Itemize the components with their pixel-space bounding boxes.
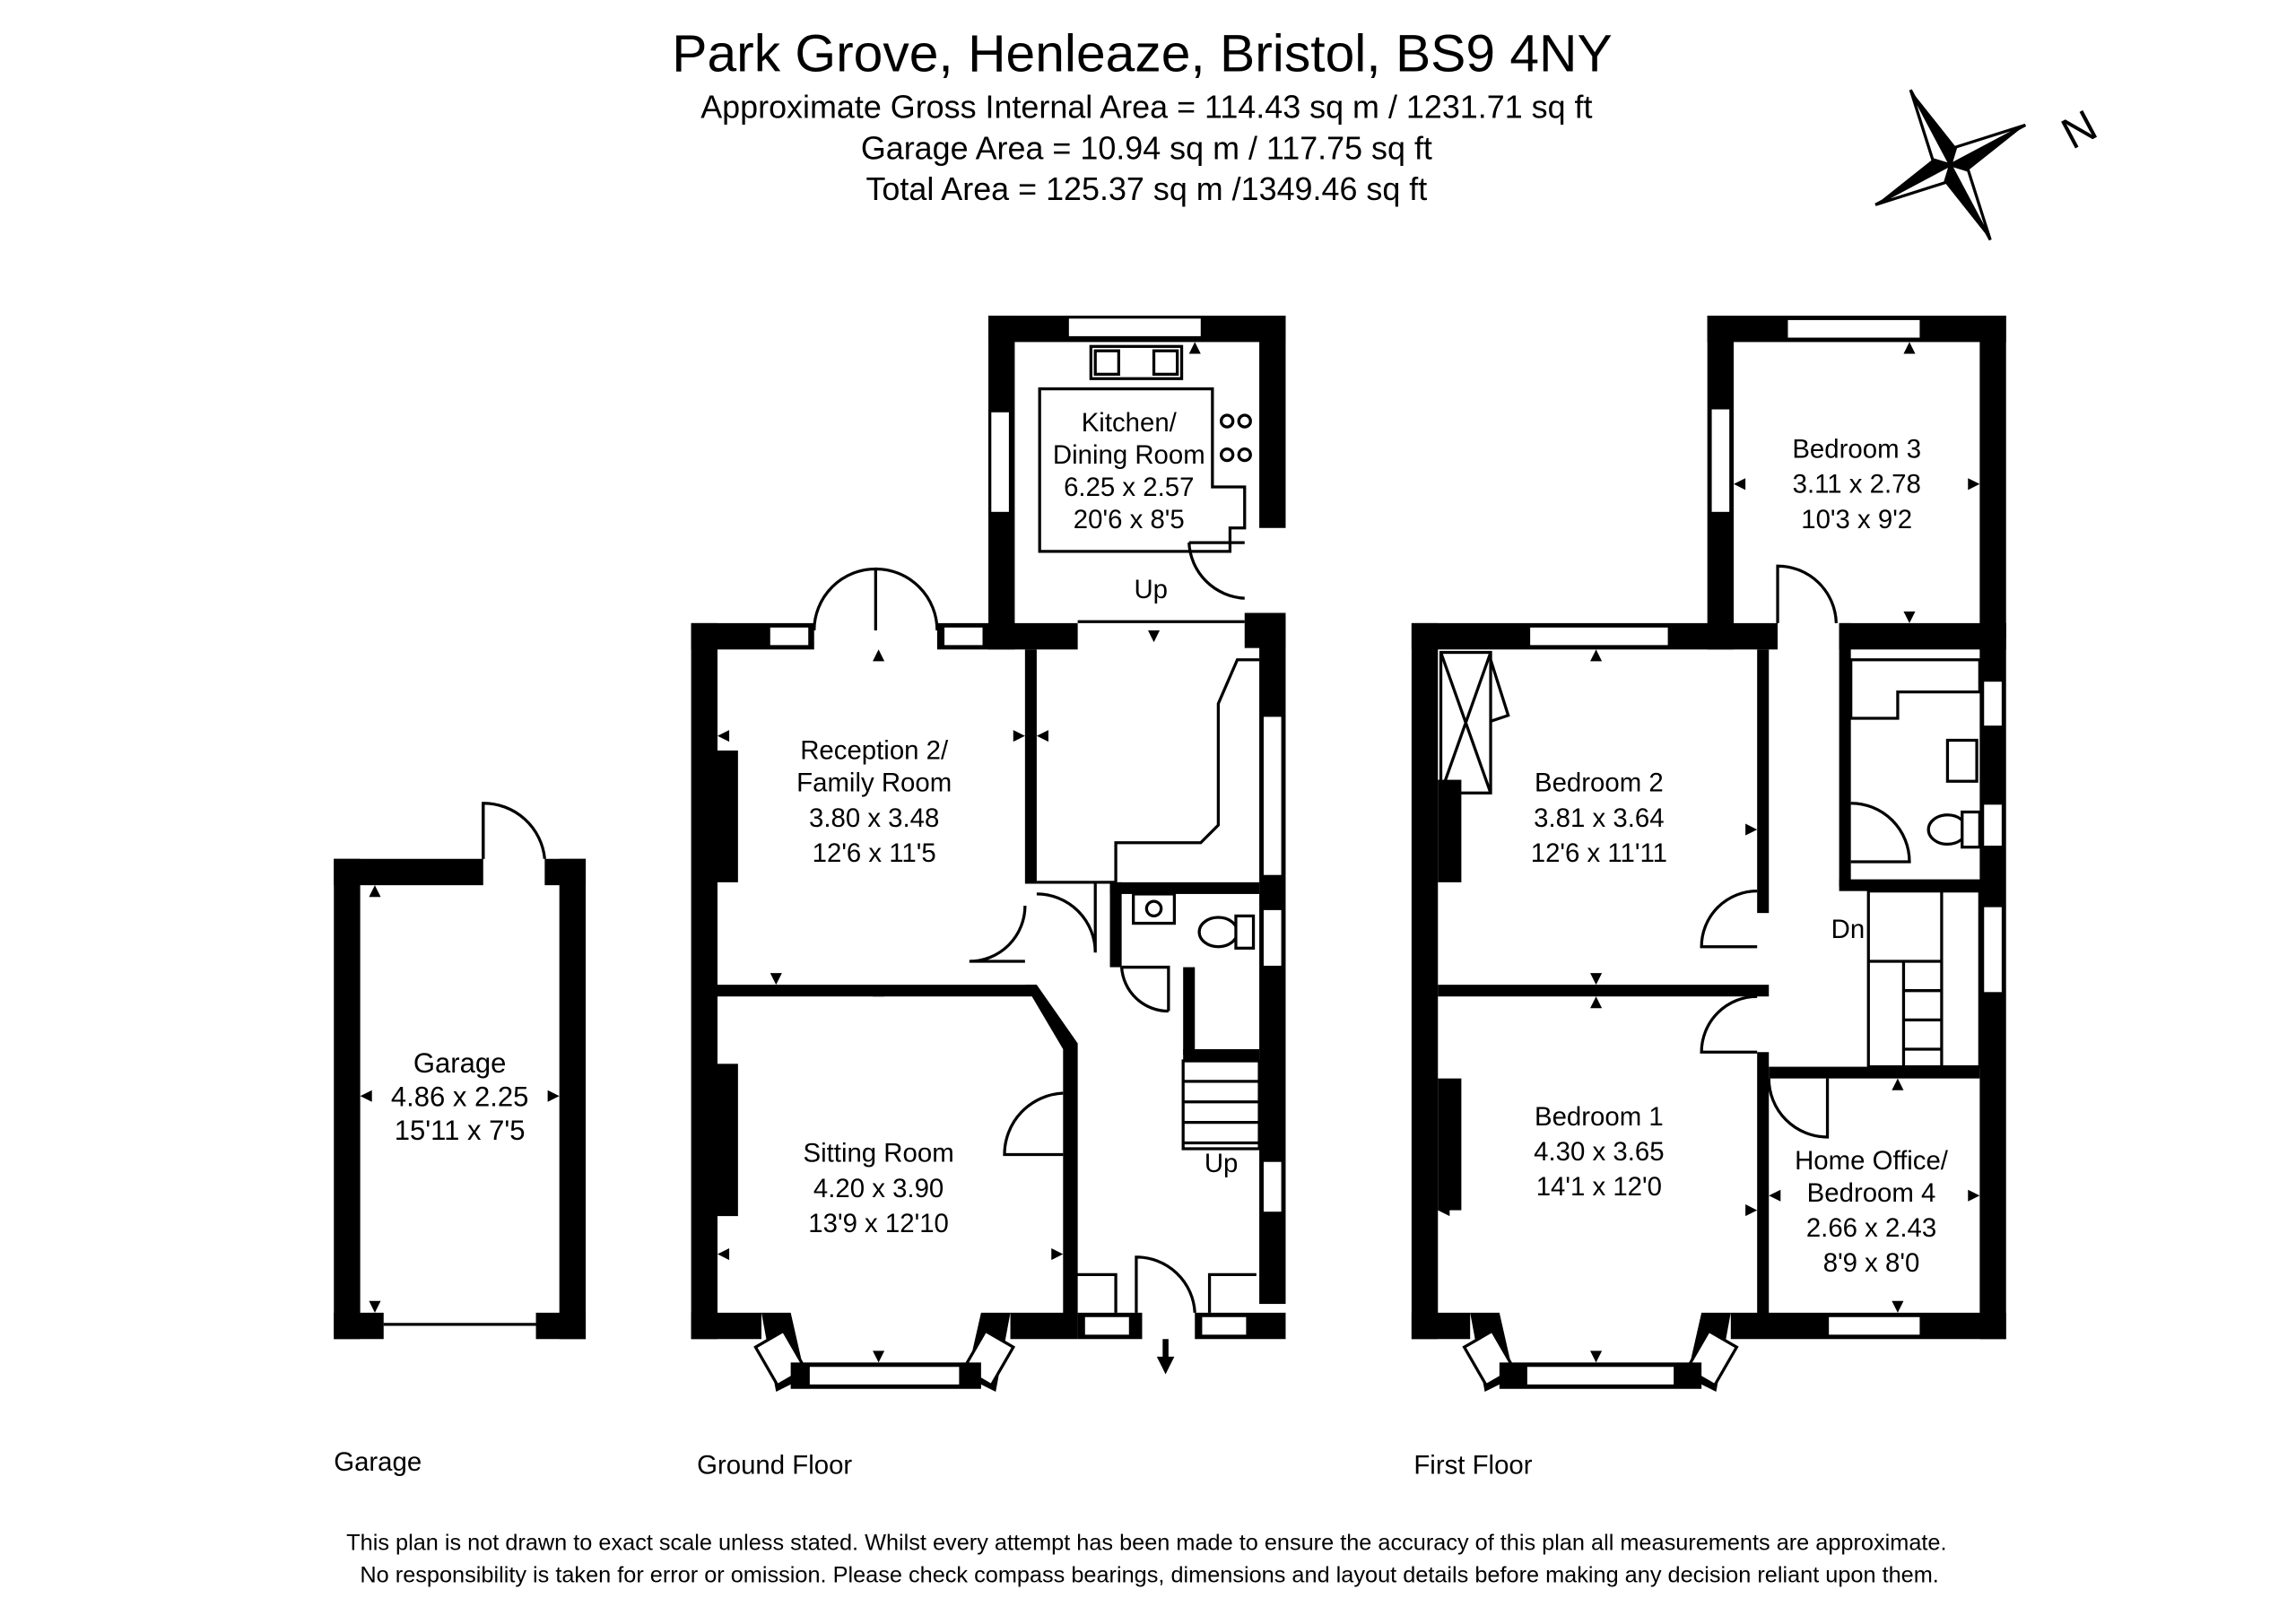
office-room-name-line2: Bedroom 4 <box>1806 1177 1936 1208</box>
reception-room-name-line2: Family Room <box>796 768 952 798</box>
total-area: Total Area = 125.37 sq m /1349.46 sq ft <box>865 170 1428 208</box>
bedroom2-room-metric: 3.81 x 3.64 <box>1534 803 1665 833</box>
compass-north-label: N <box>2054 100 2105 160</box>
reception-room-imperial: 12'6 x 11'5 <box>812 838 936 869</box>
bedroom1-room-metric: 4.30 x 3.65 <box>1534 1137 1665 1168</box>
kitchen-stairs-up-label: Up <box>1134 575 1169 605</box>
office-room-metric: 2.66 x 2.43 <box>1805 1212 1937 1243</box>
sitting-room-name: Sitting Room <box>803 1138 954 1168</box>
compass-rose-icon <box>1836 50 2066 280</box>
entrance-arrow-icon <box>1157 1339 1175 1374</box>
bedroom1-room-name: Bedroom 1 <box>1535 1101 1664 1132</box>
bedroom3-room-imperial: 10'3 x 9'2 <box>1801 504 1913 534</box>
hall-stairs-up-label: Up <box>1204 1149 1239 1179</box>
kitchen-room-metric: 6.25 x 2.57 <box>1064 472 1195 502</box>
reception-room-name-line1: Reception 2/ <box>800 735 949 766</box>
kitchen-room-name-line1: Kitchen/ <box>1081 408 1177 439</box>
bedroom3-room-name: Bedroom 3 <box>1792 434 1922 465</box>
garage-area: Garage Area = 10.94 sq m / 117.75 sq ft <box>860 129 1432 167</box>
garage-floor-label: Garage <box>334 1447 422 1478</box>
first-floor-label: First Floor <box>1413 1450 1533 1481</box>
garage-plan <box>334 803 586 1340</box>
ground-floor-plan <box>691 316 1286 1392</box>
bedroom2-room-name: Bedroom 2 <box>1535 768 1664 798</box>
kitchen-room-imperial: 20'6 x 8'5 <box>1073 504 1185 534</box>
office-room-name-line1: Home Office/ <box>1795 1145 1948 1176</box>
bedroom2-room-imperial: 12'6 x 11'11 <box>1530 838 1667 869</box>
bedroom1-room-imperial: 14'1 x 12'0 <box>1535 1172 1662 1203</box>
garage-room-imperial: 15'11 x 7'5 <box>394 1115 526 1147</box>
property-title: Park Grove, Henleaze, Bristol, BS9 4NY <box>672 24 1613 83</box>
header <box>672 24 1612 207</box>
kitchen-room-name-line2: Dining Room <box>1052 439 1205 470</box>
ground-floor-label: Ground Floor <box>697 1450 853 1481</box>
sitting-room-imperial: 13'9 x 12'10 <box>808 1209 949 1239</box>
compass <box>1836 50 2105 280</box>
garage-room-name: Garage <box>413 1047 507 1080</box>
reception-room-metric: 3.80 x 3.48 <box>809 803 940 833</box>
gross-internal-area: Approximate Gross Internal Area = 114.43 sq m / 1231.71 sq ft <box>700 88 1593 126</box>
garage-room-metric: 4.86 x 2.25 <box>390 1081 529 1113</box>
disclaimer-line2: No responsibility is taken for error or omission. Please check compass bearings, dimensions and layout details before making any decision reliant upon them. <box>360 1562 1939 1588</box>
sitting-room-metric: 4.20 x 3.90 <box>813 1173 944 1203</box>
first-floor-plan <box>1412 316 2006 1392</box>
office-room-imperial: 8'9 x 8'0 <box>1822 1248 1920 1279</box>
landing-stairs-down-label: Dn <box>1831 914 1866 944</box>
disclaimer-line1: This plan is not drawn to exact scale unless stated. Whilst every attempt has been made to ensure the accuracy of this plan all measurements are approximate. <box>346 1530 1947 1556</box>
bedroom3-room-metric: 3.11 x 2.78 <box>1792 469 1921 499</box>
